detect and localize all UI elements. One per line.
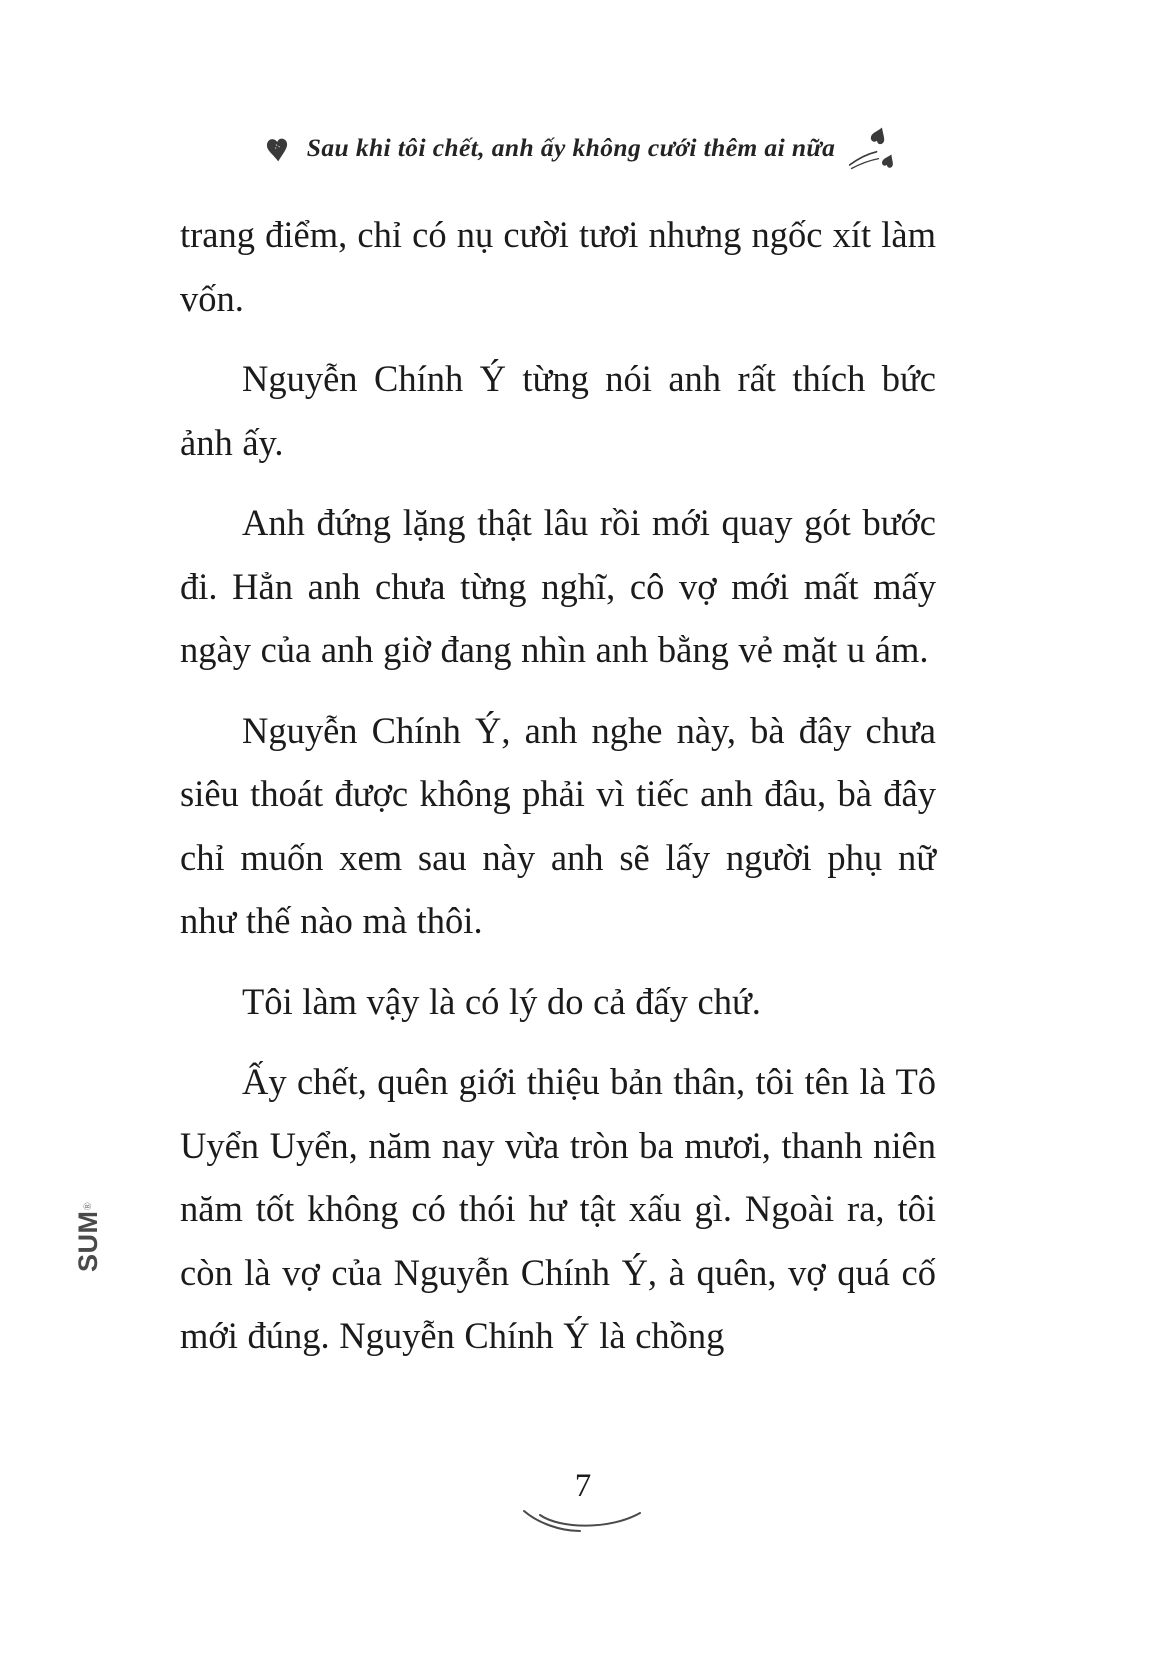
paragraph: Anh đứng lặng thật lâu rồi mới quay gót bước đi. Hẳn anh chưa từng nghĩ, cô vợ mới mất mấy ngày của anh giờ đang nhìn anh bằng vẻ mặt u ám.	[180, 502, 936, 670]
folio	[0, 1470, 1166, 1539]
paragraph: Ấy chết, quên giới thiệu bản thân, tôi tên là Tô Uyển Uyển, năm nay vừa tròn ba mươi, thanh niên năm tốt không có thói hư tật xấu gì. Ngoài ra, tôi còn là vợ của Nguyễn Chính Ý, à quên, vợ quá cố mới đúng. Nguyễn Chính Ý là chồng	[180, 1061, 936, 1356]
spine-publisher-mark	[68, 1152, 108, 1272]
registered-trademark-symbol: ®	[82, 1202, 94, 1211]
body-text-column	[180, 203, 936, 1368]
paragraph: Nguyễn Chính Ý, anh nghe này, bà đây chưa siêu thoát được không phải vì tiếc anh đâu, bà đây chỉ muốn xem sau này anh sẽ lấy người phụ nữ như thế nào mà thôi.	[180, 709, 936, 941]
heart-icon	[265, 137, 291, 163]
running-head-inner	[265, 119, 902, 177]
double-swash-ornament	[518, 1505, 648, 1539]
running-head	[0, 118, 1166, 178]
paragraph: trang điểm, chỉ có nụ cười tươi nhưng ngốc xít làm vốn.	[180, 214, 936, 319]
paragraph: Nguyễn Chính Ý từng nói anh rất thích bức ảnh ấy.	[180, 358, 936, 463]
double-heart-swash-ornament	[849, 121, 901, 177]
page-number: 7	[574, 1468, 592, 1504]
spine-mark-text: SUM	[72, 1210, 103, 1272]
paragraph: Tôi làm vậy là có lý do cả đấy chứ.	[242, 980, 761, 1022]
running-head-title: Sau khi tôi chết, anh ấy không cưới thêm ai nữa	[306, 133, 836, 162]
